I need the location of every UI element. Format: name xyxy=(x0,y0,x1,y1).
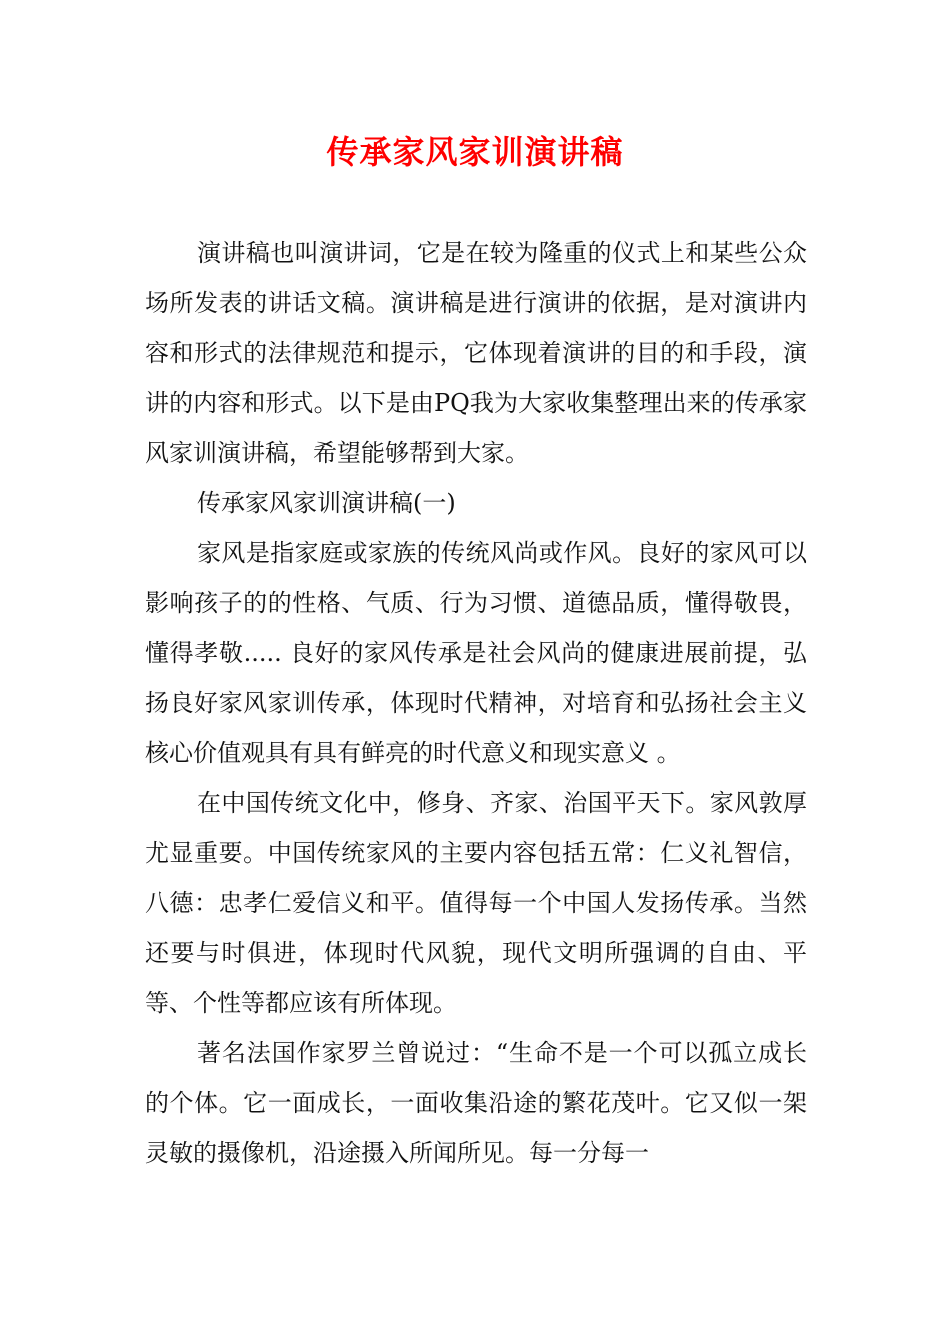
intro-paragraph: 演讲稿也叫演讲词，它是在较为隆重的仪式上和某些公众场所发表的讲话文稿。演讲稿是进行演讲的依据，是对演讲内容和形式的法律规范和提示，它体现着演讲的目的和手段，演讲的内容和形式。以下是由PQ我为大家收集整理出来的传承家风家训演讲稿，希望能够帮到大家。 xyxy=(145,239,807,467)
document-body xyxy=(145,228,807,1178)
body-paragraph: 家风是指家庭或家族的传统风尚或作风。良好的家风可以影响孩子的的性格、气质、行为习惯、道德品质，懂得敬畏，懂得孝敬..... 良好的家风传承是社会风尚的健康进展前提，弘扬良好家风家训传承，体现时代精神，对培育和弘扬社会主义核心价值观具有具有鲜亮的时代意义和现实意义 。 xyxy=(145,539,807,767)
body-paragraph: 在中国传统文化中，修身、齐家、治国平天下。家风敦厚尤显重要。中国传统家风的主要内容包括五常：仁义礼智信，八德：忠孝仁爱信义和平。值得每一个中国人发扬传承。当然还要与时俱进，体现时代风貌，现代文明所强调的自由、平等、个性等都应该有所体现。 xyxy=(145,789,807,1017)
body-paragraph: 著名法国作家罗兰曾说过：“生命不是一个可以孤立成长的个体。它一面成长，一面收集沿途的繁花茂叶。它又似一架灵敏的摄像机，沿途摄入所闻所见。每一分每一 xyxy=(145,1039,807,1167)
document-title: 传承家风家训演讲稿 xyxy=(326,133,624,171)
section-heading: 传承家风家训演讲稿(一) xyxy=(197,489,456,517)
